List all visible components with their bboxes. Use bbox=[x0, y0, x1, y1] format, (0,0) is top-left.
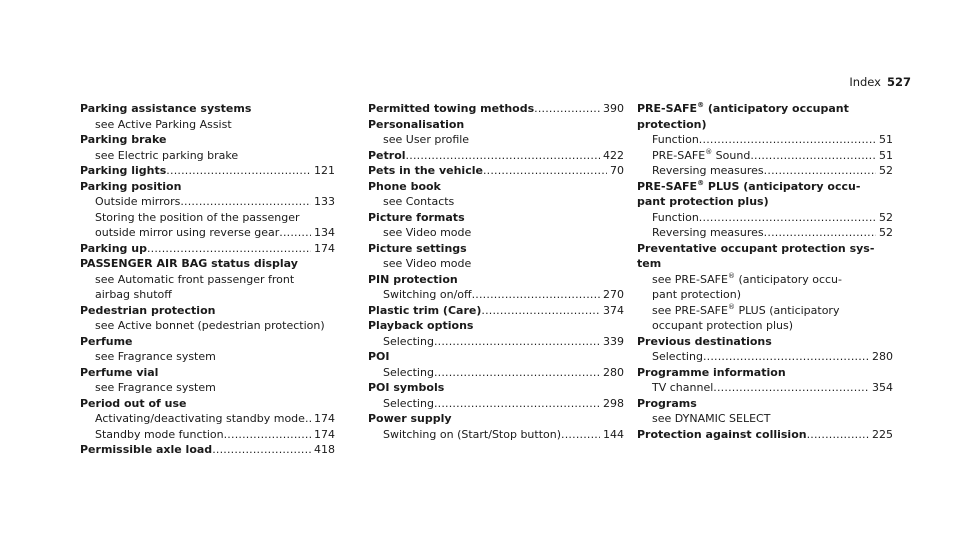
index-entry bbox=[80, 132, 335, 163]
entry-heading: Protection against collision bbox=[637, 427, 807, 441]
entry-heading: Preventative occupant protection sys- bbox=[637, 241, 875, 255]
page-ref: 133 bbox=[314, 195, 335, 208]
index-column-3 bbox=[637, 101, 893, 442]
cross-reference bbox=[637, 303, 893, 319]
entry-heading: Programme information bbox=[637, 365, 786, 379]
sub-entry-label: Function bbox=[652, 133, 699, 146]
entry-heading: Phone book bbox=[368, 179, 441, 193]
sub-entry bbox=[368, 427, 624, 443]
index-entry bbox=[368, 380, 624, 411]
index-entry bbox=[637, 396, 893, 427]
page-ref: 280 bbox=[603, 365, 624, 379]
cross-reference-cont: occupant protection plus) bbox=[652, 319, 794, 332]
registered-mark: ® bbox=[697, 178, 705, 187]
registered-mark: ® bbox=[705, 147, 713, 156]
page-ref: 51 bbox=[879, 148, 893, 162]
index-entry bbox=[368, 210, 624, 241]
sub-entry-label: Selecting bbox=[383, 334, 434, 348]
entry-heading: Parking assistance systems bbox=[80, 102, 252, 115]
section-name: Index bbox=[849, 75, 881, 89]
cross-reference-cont: pant protection) bbox=[652, 288, 741, 301]
sub-entry-label bbox=[652, 148, 750, 164]
page-ref: 70 bbox=[610, 164, 624, 177]
index-entry bbox=[637, 365, 893, 396]
sub-entry-label: Outside mirrors bbox=[95, 195, 181, 208]
page-ref: 390 bbox=[603, 102, 624, 115]
cross-reference: see User profile bbox=[383, 133, 470, 146]
index-entry bbox=[80, 334, 335, 365]
sub-entry bbox=[368, 334, 624, 350]
index-entry bbox=[368, 117, 624, 148]
sub-entry bbox=[80, 225, 335, 241]
entry-heading: Power supply bbox=[368, 412, 452, 425]
sub-entry-text: Sound bbox=[712, 148, 751, 162]
index-entry bbox=[80, 365, 335, 396]
page-ref: 121 bbox=[314, 164, 335, 177]
index-entry bbox=[368, 318, 624, 349]
cross-reference: see Fragrance system bbox=[95, 381, 216, 394]
sub-entry-label: Standby mode function bbox=[95, 427, 224, 441]
sub-entry-label: outside mirror using reverse gear bbox=[95, 226, 280, 239]
cross-reference: see Contacts bbox=[383, 195, 455, 208]
page-ref: 174 bbox=[314, 412, 335, 425]
sub-entry bbox=[637, 380, 893, 396]
entry-heading: Permitted towing methods bbox=[368, 102, 535, 115]
sub-entry bbox=[637, 132, 893, 148]
cross-reference: see Active bonnet (pedestrian protection) bbox=[95, 319, 325, 332]
page-ref: 270 bbox=[603, 288, 624, 301]
index-entry bbox=[80, 256, 335, 303]
page-ref: 174 bbox=[314, 241, 335, 255]
page-ref: 374 bbox=[603, 303, 624, 317]
cross-reference: see Active Parking Assist bbox=[95, 117, 232, 131]
index-entry bbox=[368, 272, 624, 303]
sub-entry bbox=[637, 349, 893, 365]
sub-entry bbox=[368, 365, 624, 381]
sub-entry-label: Switching on (Start/Stop button) bbox=[383, 427, 562, 441]
sub-entry-label: Reversing measures bbox=[652, 226, 764, 239]
entry-heading: Permissible axle load bbox=[80, 443, 213, 456]
entry-heading bbox=[637, 101, 893, 117]
index-entry bbox=[368, 179, 624, 210]
entry-heading-cont: pant protection plus) bbox=[637, 195, 769, 208]
entry-heading: PASSENGER AIR BAG status display bbox=[80, 257, 298, 270]
sub-entry-text: PRE-SAFE bbox=[652, 148, 706, 162]
sub-entry bbox=[637, 163, 893, 179]
cross-reference-text: see PRE-SAFE bbox=[652, 303, 728, 317]
entry-heading: Parking lights bbox=[80, 164, 167, 177]
index-entry bbox=[368, 241, 624, 272]
index-entry bbox=[80, 163, 335, 179]
index-entry bbox=[80, 442, 335, 458]
sub-entry-label: Activating/deactivating standby mode bbox=[95, 412, 305, 425]
cross-reference: see DYNAMIC SELECT bbox=[652, 412, 771, 425]
entry-heading: Plastic trim (Care) bbox=[368, 303, 482, 317]
entry-heading: POI symbols bbox=[368, 381, 445, 394]
sub-entry-label: Selecting bbox=[652, 350, 703, 363]
index-entry bbox=[80, 101, 335, 132]
index-entry bbox=[368, 349, 624, 380]
entry-heading: Playback options bbox=[368, 319, 474, 332]
entry-heading: Perfume vial bbox=[80, 365, 159, 379]
cross-reference: see Video mode bbox=[383, 226, 472, 239]
entry-heading: Pets in the vehicle bbox=[368, 164, 483, 177]
page-ref: 51 bbox=[879, 133, 893, 146]
cross-reference: see Electric parking brake bbox=[95, 148, 239, 162]
entry-heading: Perfume bbox=[80, 334, 133, 348]
registered-mark: ® bbox=[697, 101, 705, 109]
index-entry bbox=[637, 179, 893, 241]
cross-reference: see Automatic front passenger front bbox=[95, 272, 295, 286]
cross-reference bbox=[637, 272, 893, 288]
entry-heading: Petrol bbox=[368, 148, 406, 162]
sub-entry bbox=[80, 194, 335, 210]
page-ref: 174 bbox=[314, 427, 335, 441]
cross-reference-text: PLUS (anticipatory bbox=[734, 303, 840, 317]
running-header bbox=[849, 75, 911, 89]
entry-heading bbox=[637, 179, 893, 195]
entry-heading: Parking up bbox=[80, 241, 147, 255]
cross-reference: see Fragrance system bbox=[95, 350, 216, 363]
index-entry bbox=[637, 101, 893, 179]
sub-entry-label: Switching on/off bbox=[383, 288, 472, 301]
index-entry bbox=[80, 396, 335, 443]
page-ref: 298 bbox=[603, 396, 624, 410]
entry-heading: Period out of use bbox=[80, 396, 187, 410]
entry-heading: PIN protection bbox=[368, 272, 458, 286]
sub-entry-label: Storing the position of the passenger bbox=[95, 210, 300, 224]
index-entry bbox=[637, 427, 893, 443]
page-ref: 52 bbox=[879, 226, 893, 239]
sub-entry bbox=[368, 287, 624, 303]
page-ref: 418 bbox=[314, 443, 335, 456]
registered-mark: ® bbox=[727, 302, 735, 311]
index-entry bbox=[80, 303, 335, 334]
page-ref: 52 bbox=[879, 164, 893, 177]
index-column-2 bbox=[368, 101, 624, 442]
cross-reference-text: see PRE-SAFE bbox=[652, 272, 728, 286]
sub-entry bbox=[80, 427, 335, 443]
sub-entry bbox=[80, 411, 335, 427]
index-entry bbox=[80, 179, 335, 241]
entry-heading-cont: tem bbox=[637, 257, 662, 270]
page-ref: 52 bbox=[879, 210, 893, 224]
cross-reference: see Video mode bbox=[383, 257, 472, 270]
cross-reference: airbag shutoff bbox=[95, 288, 172, 301]
sub-entry-label: Selecting bbox=[383, 365, 434, 379]
index-entry bbox=[368, 101, 624, 117]
index-entry bbox=[368, 163, 624, 179]
entry-heading: Parking position bbox=[80, 179, 182, 193]
sub-entry-label: Selecting bbox=[383, 396, 434, 410]
index-entry bbox=[80, 241, 335, 257]
sub-entry bbox=[637, 225, 893, 241]
entry-heading: Pedestrian protection bbox=[80, 303, 216, 317]
entry-heading: Parking brake bbox=[80, 133, 167, 146]
page-ref: 422 bbox=[603, 148, 624, 162]
page-ref: 225 bbox=[872, 427, 893, 441]
heading-text: (anticipatory occupant bbox=[704, 102, 849, 115]
entry-heading: Programs bbox=[637, 396, 697, 410]
sub-entry bbox=[368, 396, 624, 412]
entry-heading: Picture settings bbox=[368, 241, 467, 255]
sub-entry bbox=[637, 210, 893, 226]
entry-heading: Picture formats bbox=[368, 210, 465, 224]
index-entry bbox=[368, 411, 624, 442]
registered-mark: ® bbox=[727, 271, 735, 280]
page-number: 527 bbox=[886, 75, 911, 89]
page-ref: 144 bbox=[603, 427, 624, 441]
sub-entry bbox=[637, 148, 893, 164]
entry-heading: POI bbox=[368, 350, 390, 363]
sub-entry-label: Reversing measures bbox=[652, 164, 764, 177]
cross-reference-text: (anticipatory occu- bbox=[734, 272, 842, 286]
index-entry bbox=[368, 303, 624, 319]
index-entry bbox=[637, 334, 893, 365]
page-ref: 134 bbox=[314, 226, 335, 239]
page-ref: 280 bbox=[872, 350, 893, 363]
sub-entry-label: Function bbox=[652, 210, 699, 224]
index-entry bbox=[637, 241, 893, 334]
heading-text: PRE-SAFE bbox=[637, 102, 698, 115]
heading-text: PRE-SAFE bbox=[637, 179, 698, 193]
sub-entry-label: TV channel bbox=[652, 381, 714, 394]
entry-heading-cont: protection) bbox=[637, 117, 707, 131]
heading-text: PLUS (anticipatory occu- bbox=[704, 179, 861, 193]
index-entry bbox=[368, 148, 624, 164]
index-column-1 bbox=[80, 101, 335, 458]
page-ref: 339 bbox=[603, 334, 624, 348]
entry-heading: Previous destinations bbox=[637, 334, 772, 348]
page-ref: 354 bbox=[872, 381, 893, 394]
entry-heading: Personalisation bbox=[368, 117, 465, 131]
